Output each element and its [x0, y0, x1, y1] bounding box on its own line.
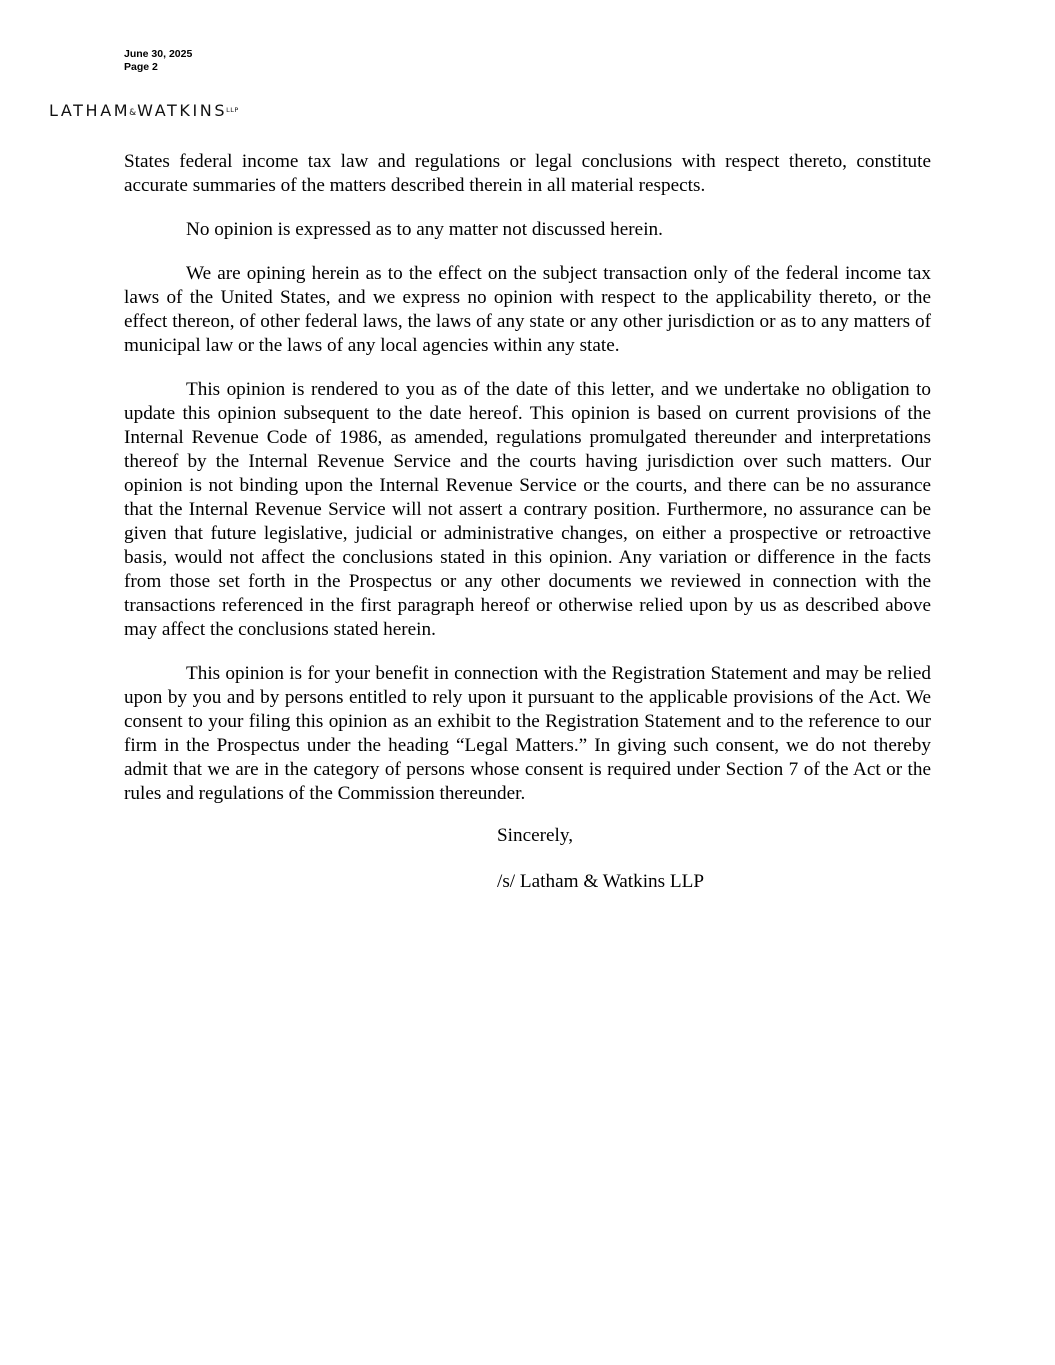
paragraph-consent: This opinion is for your benefit in connection with the Registration Statement and may be relied upon by you and by persons entitled to rely upon it pursuant to the applicable provisions of the Act. We consent to your filing this opinion as an exhibit to the Registration Statement and to the reference to our firm in the Prospectus under the heading “Legal Matters.” In giving such consent, we do not thereby admit that we are in the category of persons whose consent is required under Section 7 of the Act or the rules and regulations of the Commission thereunder.	[124, 663, 931, 804]
paragraph-date-limitations: This opinion is rendered to you as of the date of this letter, and we undertake no obligation to update this opinion subsequent to the date hereof. This opinion is based on current provisions of the Internal Revenue Code of 1986, as amended, regulations promulgated thereunder and interpretations thereof by the Internal Revenue Service and the courts having jurisdiction over such matters. Our opinion is not binding upon the Internal Revenue Service or the courts, and there can be no assurance that the Internal Revenue Service will not assert a contrary position. Furthermore, no assurance can be given that future legislative, judicial or administrative changes, on either a prospective or retroactive basis, would not affect the conclusions stated in this opinion. Any variation or difference in the facts from those set forth in the Prospectus or any other documents we reviewed in connection with the transactions referenced in the first paragraph hereof or otherwise relied upon by us as described above may affect the conclusions stated herein.	[124, 379, 931, 640]
page-header	[124, 48, 192, 74]
paragraph-continuation: States federal income tax law and regulations or legal conclusions with respect thereto, constitute accurate summaries of the matters described therein in all material respects.	[124, 151, 931, 196]
firm-logo	[49, 100, 239, 123]
page-number: Page 2	[124, 61, 158, 73]
closing-salutation: Sincerely,	[497, 825, 574, 846]
logo-ampersand: &	[129, 108, 137, 118]
letter-body	[124, 150, 931, 826]
logo-name-right: WATKINS	[137, 101, 228, 120]
logo-suffix: LLP	[226, 106, 239, 114]
paragraph-scope: We are opining herein as to the effect on the subject transaction only of the federal income tax laws of the United States, and we express no opinion with respect to the applicability thereto, or the effect thereon, of other federal laws, the laws of any state or any other jurisdiction or as to any matters of municipal law or the laws of any local agencies within any state.	[124, 263, 931, 356]
signer-name: /s/ Latham & Watkins LLP	[497, 871, 705, 892]
letter-date: June 30, 2025	[124, 48, 193, 60]
paragraph-no-opinion: No opinion is expressed as to any matter not discussed herein.	[186, 219, 663, 240]
logo-name-left: LATHAM	[49, 101, 131, 120]
signature-block	[497, 824, 704, 894]
